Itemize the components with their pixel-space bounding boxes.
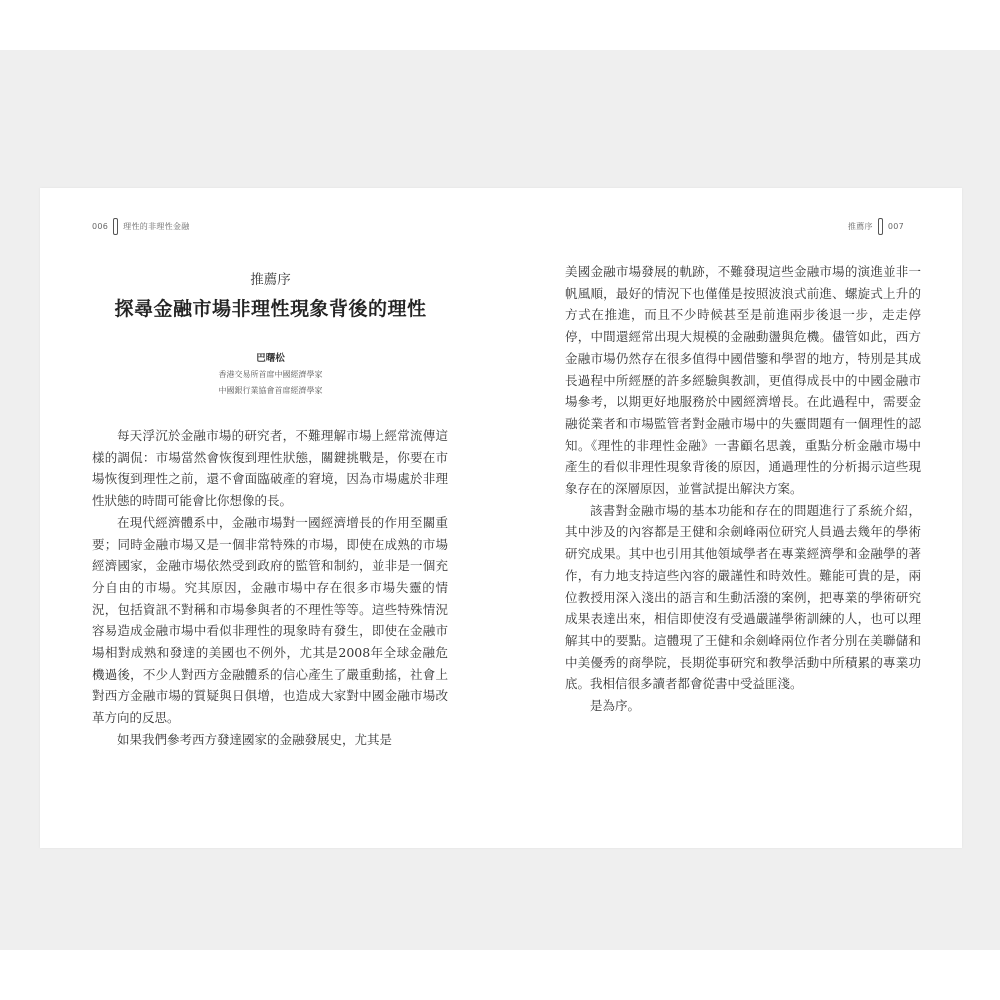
left-page: [40, 188, 501, 848]
left-running-header: [92, 218, 190, 235]
preface-author: 巴曙松: [256, 353, 285, 364]
right-section-label: 推薦序: [847, 222, 873, 231]
page-marker-icon: [878, 218, 883, 235]
preface-title: 探尋金融市場非理性現象背後的理性: [114, 298, 427, 320]
preface-kicker: 推薦序: [250, 272, 291, 288]
author-role: 香港交易所首席中國經濟學家: [218, 370, 323, 379]
right-page: [501, 188, 962, 848]
paragraph: 該書對金融市場的基本功能和存在的問題進行了系統介紹，其中涉及的內容都是王健和余劍峰兩位研究人員過去幾年的學術研究成果。其中也引用其他領域學者在專業經濟學和金融學的著作，有力地支持這些內容的嚴謹性和時效性。難能可貴的是，兩位教授用深入淺出的語言和生動活潑的案例，把專業的學術研究成果表達出來，相信即使沒有受過嚴謹學術訓練的人，也可以理解其中的要點。這體現了王健和余劍峰兩位作者分別在美聯儲和中美優秀的商學院，長期從事研究和教學活動中所積累的專業功底。我相信很多讀者都會從書中受益匪淺。: [565, 502, 921, 692]
book-spread: [40, 188, 962, 848]
paragraph: 如果我們參考西方發達國家的金融發展史，尤其是: [117, 731, 393, 747]
left-page-number: 006: [92, 222, 109, 231]
right-running-header: [848, 218, 904, 235]
page-marker-icon: [113, 218, 118, 235]
author-role: 中國銀行業協會首席經濟學家: [218, 386, 323, 395]
left-body-text: [92, 425, 448, 751]
right-page-number: 007: [887, 222, 904, 231]
right-body-text: [565, 261, 921, 717]
paragraph: 美國金融市場發展的軌跡，不難發現這些金融市場的演進並非一帆風順，最好的情況下也僅僅是按照波浪式前進、螺旋式上升的方式在推進，而且不少時候甚至是前進兩步後退一步，走走停停，中間還經常出現大規模的金融動盪與危機。儘管如此，西方金融市場仍然存在很多值得中國借鑒和學習的地方，特別是其成長過程中所經歷的許多經驗與教訓，更值得成長中的中國金融市場參考，以期更好地服務於中國經濟增長。在此過程中，需要金融從業者和市場監管者對金融市場中的失靈問題有一個理性的認知。《理性的非理性金融》一書顧名思義，重點分析金融市場中產生的看似非理性現象背後的原因，通過理性的分析揭示這些現象存在的深層原因，並嘗試提出解決方案。: [565, 264, 921, 497]
paragraph: 在現代經濟體系中，金融市場對一國經濟增長的作用至關重要；同時金融市場又是一個非常特殊的市場，即使在成熟的市場經濟國家，金融市場依然受到政府的監管和制約，並非是一個充分自由的市場。究其原因，金融市場中存在很多市場失靈的情況，包括資訊不對稱和市場參與者的不理性等等。這些特殊情況容易造成金融市場中看似非理性的現象時有發生，即使在金融市場相對成熟和發達的美國也不例外，尤其是2008年全球金融危機過後，不少人對西方金融體系的信心產生了嚴重動搖，社會上對西方金融市場的質疑與日俱增，也造成大家對中國金融市場改革方向的反思。: [92, 514, 448, 726]
paragraph: 是為序。: [590, 698, 641, 714]
paragraph: 每天浮沉於金融市場的研究者，不難理解市場上經常流傳這樣的調侃：市場當然會恢復到理性狀態，關鍵挑戰是，你要在市場恢復到理性之前，還不會面臨破產的窘境，因為市場處於非理性狀態的時間可能會比你想像的長。: [92, 428, 448, 509]
left-section-label: 理性的非理性金融: [123, 222, 190, 231]
